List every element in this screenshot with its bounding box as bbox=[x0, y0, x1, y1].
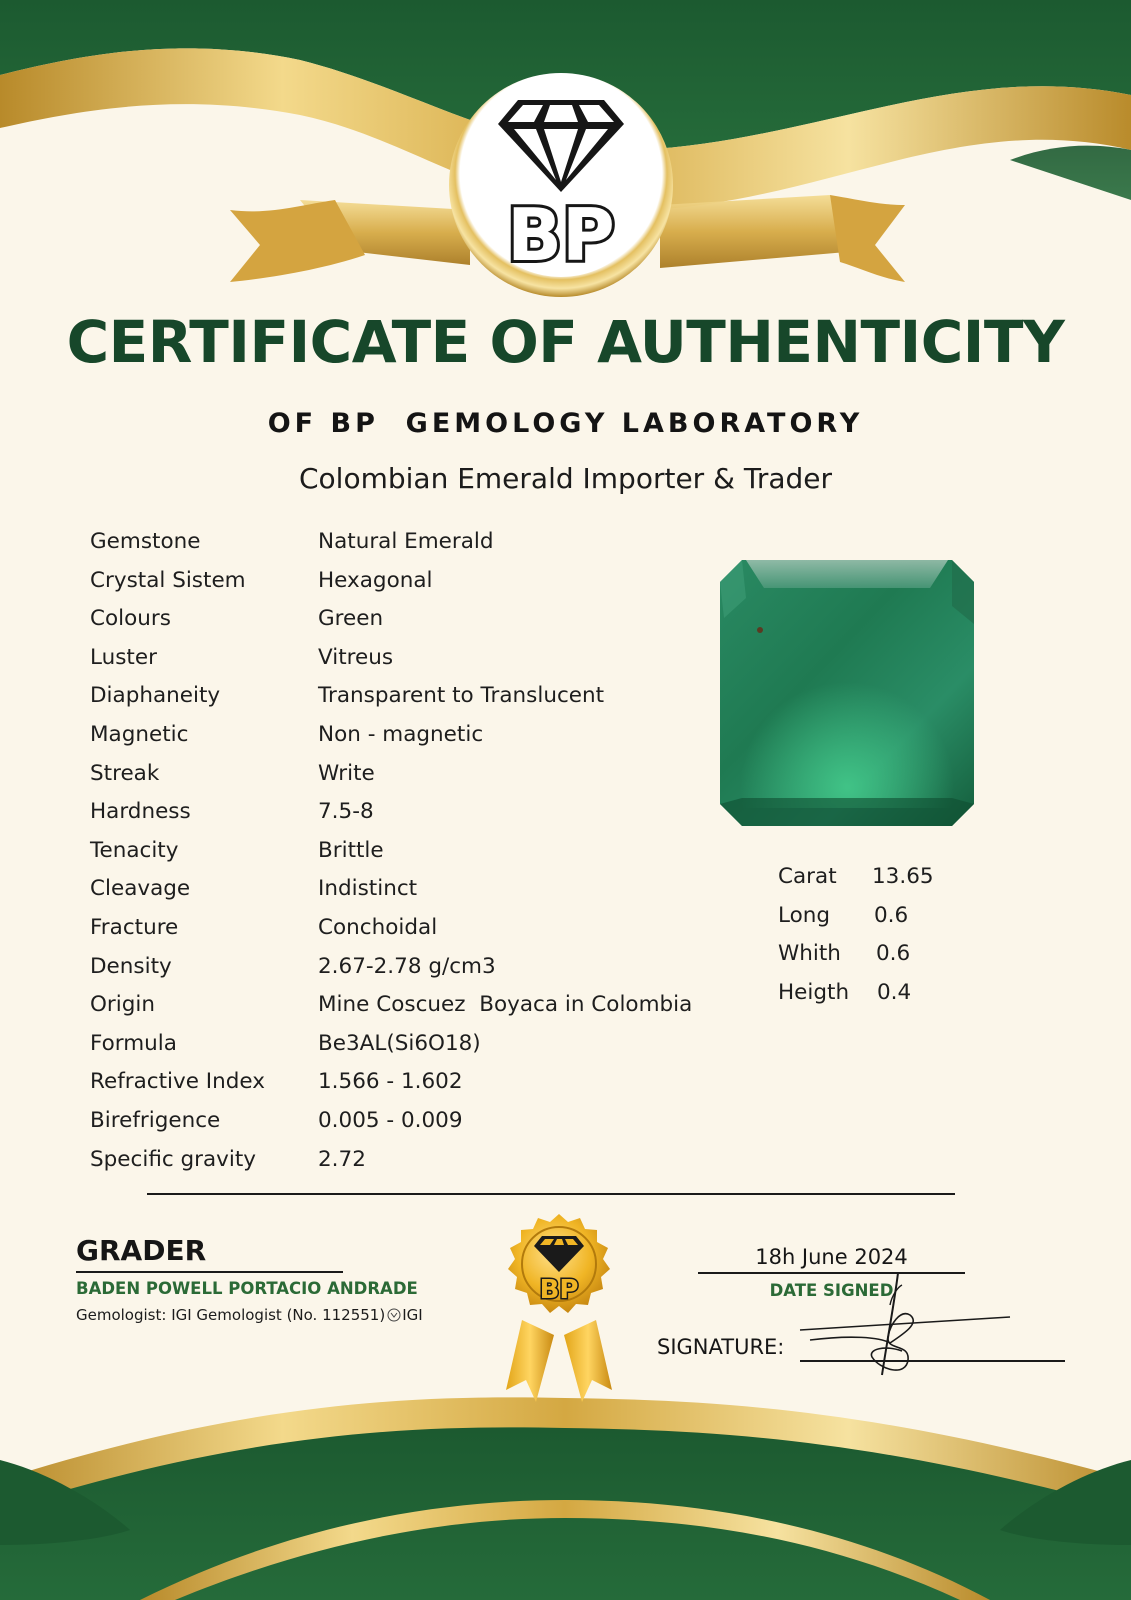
property-value: 2.67-2.78 g/cm3 bbox=[318, 953, 496, 979]
property-value: Be3AL(Si6O18) bbox=[318, 1030, 481, 1056]
property-label: Formula bbox=[90, 1030, 177, 1056]
measurement-label: Whith bbox=[778, 941, 841, 966]
property-value: Indistinct bbox=[318, 876, 418, 902]
bp-logo bbox=[448, 72, 674, 298]
measurement-label: Carat bbox=[778, 864, 837, 889]
property-value: Non - magnetic bbox=[318, 721, 484, 747]
signature-label: SIGNATURE: bbox=[657, 1335, 785, 1359]
measurement-value: 0.6 bbox=[876, 941, 911, 966]
property-label: Cleavage bbox=[90, 876, 191, 902]
property-label: Magnetic bbox=[90, 721, 189, 747]
property-label: Hardness bbox=[90, 799, 191, 825]
measurement-label: Long bbox=[778, 902, 831, 928]
date-signed-label: DATE SIGNED bbox=[769, 1281, 894, 1300]
property-value: Vitreus bbox=[318, 644, 394, 670]
measurement-label: Heigth bbox=[778, 979, 850, 1005]
measurement-value: 0.4 bbox=[877, 979, 912, 1005]
property-label: Origin bbox=[90, 992, 155, 1018]
property-value: 0.005 - 0.009 bbox=[318, 1107, 463, 1133]
property-label: Birefrigence bbox=[90, 1107, 221, 1133]
laboratory-subtitle: OF BP GEMOLOGY LABORATORY bbox=[267, 408, 864, 439]
property-label: Fracture bbox=[90, 914, 179, 940]
property-value: 2.72 bbox=[318, 1146, 366, 1172]
grader-title: GRADER bbox=[76, 1234, 207, 1267]
certificate-title: CERTIFICATE OF AUTHENTICITY bbox=[66, 308, 1065, 376]
grader-name: BADEN POWELL PORTACIO ANDRADE bbox=[76, 1279, 418, 1298]
property-label: Specific gravity bbox=[90, 1146, 257, 1172]
emerald-photo bbox=[720, 558, 975, 828]
property-value: Transparent to Translucent bbox=[318, 683, 605, 709]
company-tagline: Colombian Emerald Importer & Trader bbox=[298, 462, 832, 495]
measurement-value: 13.65 bbox=[872, 864, 934, 889]
property-value: Green bbox=[318, 606, 384, 632]
property-label: Crystal Sistem bbox=[90, 567, 246, 593]
igi-icon bbox=[387, 1308, 401, 1322]
gold-seal bbox=[484, 1210, 634, 1410]
property-value: Natural Emerald bbox=[318, 529, 494, 554]
property-value: Write bbox=[318, 760, 375, 786]
property-label: Streak bbox=[90, 760, 160, 786]
property-value: 7.5-8 bbox=[318, 799, 374, 825]
property-label: Gemstone bbox=[90, 529, 201, 554]
property-label: Refractive Index bbox=[90, 1069, 265, 1095]
property-label: Tenacity bbox=[90, 837, 179, 863]
property-value: Brittle bbox=[318, 837, 384, 863]
property-label: Colours bbox=[90, 606, 171, 632]
property-label: Density bbox=[90, 953, 172, 979]
section-divider bbox=[147, 1193, 955, 1195]
measurement-value: 0.6 bbox=[874, 902, 909, 928]
property-label: Luster bbox=[90, 644, 157, 670]
grader-credential bbox=[76, 1306, 423, 1324]
property-value: 1.566 - 1.602 bbox=[318, 1069, 463, 1095]
property-value: Conchoidal bbox=[318, 914, 438, 940]
property-value: Hexagonal bbox=[318, 567, 433, 593]
grader-credential-suffix: IGI bbox=[402, 1306, 423, 1324]
property-label: Diaphaneity bbox=[90, 683, 221, 709]
grader-credential-text: Gemologist: IGI Gemologist (No. 112551) bbox=[76, 1306, 386, 1324]
property-value: Mine Coscuez Boyaca in Colombia bbox=[318, 992, 693, 1018]
seal-letters: BP bbox=[539, 1275, 579, 1305]
handwritten-signature bbox=[790, 1265, 1025, 1390]
logo-letters: BP bbox=[507, 193, 615, 277]
signed-date: 18h June 2024 bbox=[755, 1245, 908, 1269]
grader-underline bbox=[76, 1271, 343, 1273]
